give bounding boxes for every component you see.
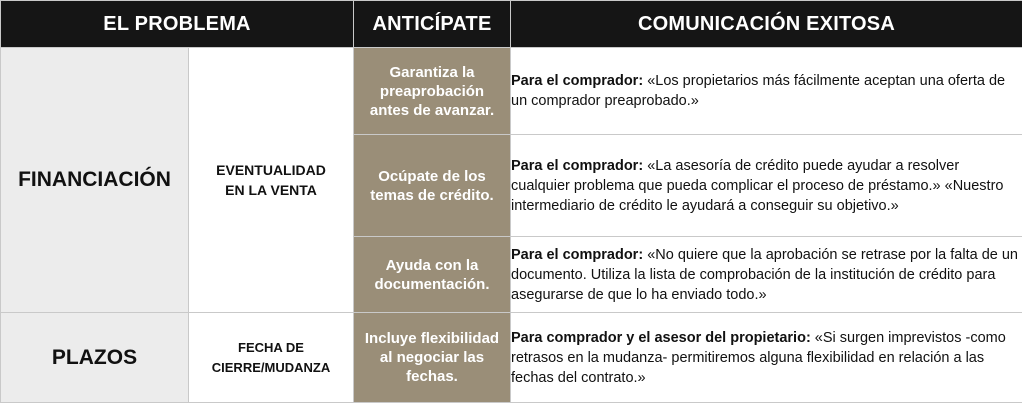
communication-text: «La asesoría de crédito puede ayudar a resolver cualquier problema que pueda complicar el proceso de préstamo.» «Nuestro intermediario de crédito le ayudará a conseguir su objetivo.» [511,157,1004,214]
communication-lead: Para el comprador: [511,73,644,89]
action-cell [354,313,511,403]
action-line: Ocúpate de los [378,167,486,185]
action-line: al negociar las [379,349,485,366]
event-line: CIERRE/MUDANZA [211,359,331,375]
header-problem: EL PROBLEMA [1,1,354,48]
communication-cell [511,48,1022,135]
action-line: Ayuda con la [385,256,479,274]
communication-lead: Para el comprador: [511,246,644,263]
action-line: temas de crédito. [370,186,494,204]
communication-text: «No quiere que la aprobación se retrase por la falta de un documento. Utiliza la lista de comprobación de la institución de crédito para asegurarse de que lo ha enviado todo.» [511,246,1018,303]
category-financiacion: FINANCIACIÓN [1,48,189,313]
action-cell [354,135,511,237]
action-cell [354,237,511,313]
event-plazos [189,313,354,403]
event-line: FECHA DE [238,339,304,355]
category-plazos: PLAZOS [1,313,189,403]
communication-text: «Si surgen imprevistos -como retrasos en la mudanza- permitiremos alguna flexibilidad en relación a las fechas del contrato.» [511,329,1006,386]
action-line: Incluye flexibilidad [364,330,500,347]
table-row [1,313,1022,403]
table-row [1,48,1022,135]
communication-cell [511,313,1022,403]
communication-cell [511,237,1022,313]
event-line: EN LA VENTA [225,182,317,198]
communication-cell [511,135,1022,237]
header-communication: COMUNICACIÓN EXITOSA [511,1,1022,48]
action-line: antes de avanzar. [369,101,495,119]
action-line: documentación. [374,275,490,293]
action-line: preaprobación [379,82,485,100]
communication-lead: Para comprador y el asesor del propietario: [511,329,811,346]
communication-lead: Para el comprador: [511,157,644,174]
action-line: Garantiza la [389,63,475,81]
header-row [1,1,1022,48]
header-anticipate: ANTICÍPATE [354,1,511,48]
event-line: EVENTUALIDAD [216,162,326,178]
action-line: fechas. [406,368,458,385]
event-financiacion [189,48,354,313]
communication-text: «Los propietarios más fácilmente aceptan una oferta de un comprador preaprobado.» [511,73,1006,109]
action-cell [354,48,511,135]
